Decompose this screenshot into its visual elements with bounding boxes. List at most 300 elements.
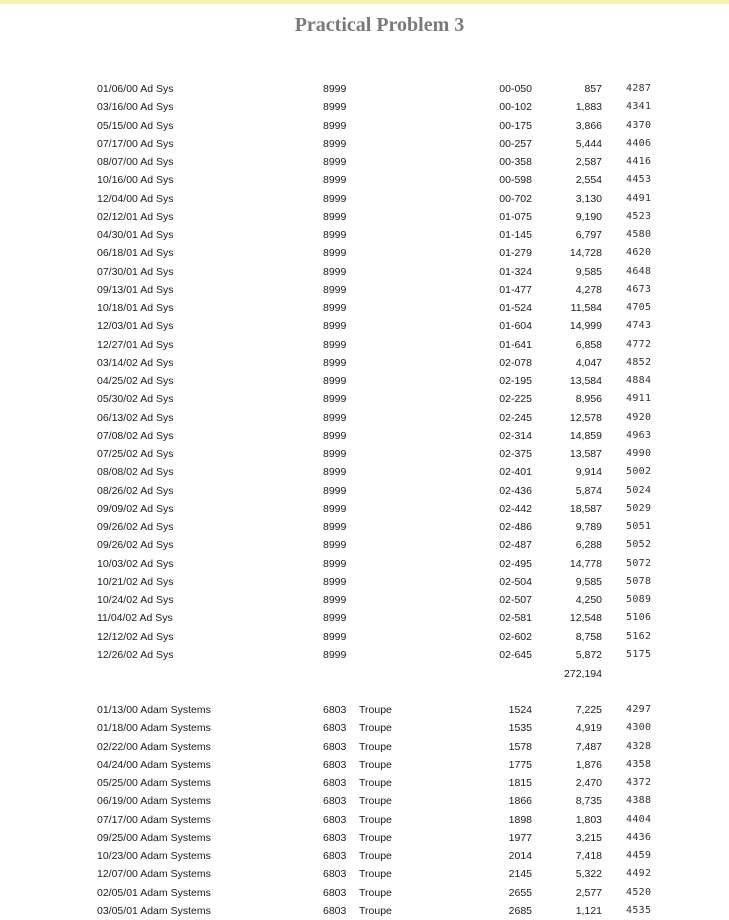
row-reference: 02-195 [499, 375, 532, 387]
row-check-number: 4300 [626, 722, 652, 734]
row-date-name [97, 390, 173, 408]
row-account: 8999 [323, 192, 347, 205]
row-check-number: 4297 [626, 704, 652, 715]
row-reference: 02-314 [499, 429, 532, 442]
row-account: 8999 [323, 648, 347, 661]
row-check-number: 4990 [626, 448, 652, 459]
row-date: 10/21/02 [97, 575, 138, 588]
row-vendor-name: Adam Systems [140, 850, 211, 862]
row-amount: 5,874 [575, 484, 602, 497]
ledger-row [0, 135, 729, 153]
row-account: 6803 [323, 886, 347, 899]
row-reference: 00-175 [499, 119, 532, 132]
row-rep: Troupe [359, 758, 392, 771]
row-amount: 4,250 [575, 594, 602, 606]
row-check-number: 4436 [626, 831, 652, 843]
ledger-row [0, 811, 729, 829]
row-date-name [97, 609, 173, 627]
row-account: 8999 [323, 575, 347, 588]
row-amount: 6,288 [575, 539, 602, 552]
row-date: 03/16/00 [97, 101, 138, 114]
row-date: 09/25/00 [97, 831, 138, 844]
ledger-row [0, 463, 729, 481]
row-reference: 2014 [508, 850, 532, 862]
row-amount: 1,121 [575, 904, 602, 917]
row-account: 8999 [323, 411, 347, 424]
row-vendor-name: Adam Systems [140, 813, 211, 826]
row-reference: 00-050 [499, 83, 532, 95]
row-check-number: 4491 [626, 192, 652, 204]
ledger-row [0, 372, 729, 390]
row-account: 8999 [323, 448, 347, 460]
row-account: 8999 [323, 101, 347, 114]
row-date: 10/03/02 [97, 557, 138, 570]
ledger-row [0, 190, 729, 208]
row-date: 10/16/00 [97, 174, 138, 187]
row-account: 8999 [323, 375, 347, 387]
row-date-name [97, 98, 173, 116]
row-vendor-name: Ad Sys [140, 265, 174, 278]
row-check-number: 4705 [626, 302, 652, 313]
ledger-row [0, 518, 729, 536]
row-date-name [97, 829, 211, 847]
row-vendor-name: Ad Sys [140, 648, 174, 661]
row-date-name [97, 445, 173, 463]
row-reference: 1898 [508, 813, 532, 826]
row-vendor-name: Adam Systems [140, 868, 211, 881]
row-vendor-name: Ad Sys [140, 174, 174, 187]
row-account: 8999 [323, 338, 347, 351]
row-date-name [97, 372, 173, 390]
row-reference: 00-358 [499, 156, 532, 168]
row-vendor-name: Adam Systems [140, 722, 211, 735]
row-reference: 01-604 [499, 320, 532, 333]
row-reference: 01-524 [499, 302, 532, 314]
row-check-number: 5078 [626, 575, 652, 587]
row-date-name [97, 902, 211, 920]
row-date: 08/26/02 [97, 484, 138, 497]
row-vendor-name: Adam Systems [140, 704, 211, 716]
row-amount: 2,577 [575, 886, 602, 899]
row-date: 07/08/02 [97, 429, 138, 442]
row-account: 8999 [323, 247, 347, 260]
ledger-row [0, 500, 729, 518]
row-vendor-name: Ad Sys [140, 539, 174, 552]
ledger-row [0, 117, 729, 135]
ledger-row [0, 336, 729, 354]
row-date: 06/13/02 [97, 411, 138, 424]
row-date: 11/04/02 [97, 612, 138, 625]
row-date: 07/17/00 [97, 813, 138, 826]
row-vendor-name: Ad Sys [140, 83, 174, 95]
row-account: 6803 [323, 813, 347, 826]
ledger-row [0, 774, 729, 792]
row-vendor-name: Ad Sys [140, 484, 174, 497]
row-date: 12/26/02 [97, 648, 138, 661]
row-account: 8999 [323, 484, 347, 497]
ledger-row [0, 719, 729, 737]
row-reference: 02-495 [499, 557, 532, 570]
row-rep: Troupe [359, 831, 392, 844]
ledger-row [0, 226, 729, 244]
row-date-name [97, 811, 211, 829]
row-vendor-name: Ad Sys [140, 448, 174, 460]
row-reference: 02-436 [499, 484, 532, 497]
row-reference: 01-075 [499, 210, 532, 223]
row-vendor-name: Ad Sys [140, 210, 174, 223]
row-account: 6803 [323, 740, 347, 753]
ledger-row [0, 573, 729, 591]
row-vendor-name: Ad Sys [140, 575, 174, 588]
row-date: 05/25/00 [97, 777, 138, 789]
row-date: 12/07/00 [97, 868, 138, 881]
row-reference: 02-401 [499, 466, 532, 479]
ledger-row [0, 390, 729, 408]
row-check-number: 4341 [626, 101, 652, 113]
row-check-number: 4416 [626, 156, 652, 167]
row-date: 09/13/01 [97, 283, 138, 296]
row-amount: 14,728 [569, 247, 602, 260]
row-account: 8999 [323, 265, 347, 278]
row-date: 05/30/02 [97, 393, 138, 406]
row-rep: Troupe [359, 740, 392, 753]
row-amount: 7,418 [575, 850, 602, 862]
row-vendor-name: Adam Systems [140, 758, 211, 771]
row-amount: 6,797 [575, 229, 602, 241]
row-account: 8999 [323, 320, 347, 333]
row-date-name [97, 336, 173, 354]
row-amount: 12,578 [569, 411, 602, 424]
row-check-number: 4648 [626, 265, 652, 277]
row-account: 8999 [323, 521, 347, 533]
row-date: 07/17/00 [97, 137, 138, 150]
row-amount: 2,587 [575, 156, 602, 168]
row-check-number: 4492 [626, 868, 652, 880]
row-account: 6803 [323, 777, 347, 789]
row-amount: 5,322 [575, 868, 602, 881]
row-date-name [97, 463, 173, 481]
row-date: 10/18/01 [97, 302, 138, 314]
ledger-row [0, 263, 729, 281]
row-reference: 02-225 [499, 393, 532, 406]
row-account: 8999 [323, 283, 347, 296]
row-date-name [97, 792, 211, 810]
row-check-number: 4884 [626, 375, 652, 386]
row-reference: 01-324 [499, 265, 532, 278]
row-reference: 1977 [508, 831, 532, 844]
page-title: Practical Problem 3 [294, 14, 465, 36]
row-account: 8999 [323, 174, 347, 187]
row-date: 03/05/01 [97, 904, 138, 917]
ledger-row [0, 829, 729, 847]
row-date: 07/30/01 [97, 265, 138, 278]
row-account: 6803 [323, 904, 347, 917]
ledger-row [0, 738, 729, 756]
row-reference: 00-257 [499, 137, 532, 150]
ledger-row [0, 792, 729, 810]
row-vendor-name: Ad Sys [140, 338, 174, 351]
ledger-row [0, 591, 729, 609]
row-vendor-name: Ad Sys [140, 101, 174, 114]
row-check-number: 4920 [626, 411, 652, 423]
row-date-name [97, 865, 211, 883]
row-date-name [97, 884, 211, 902]
row-date-name [97, 628, 173, 646]
row-date: 05/15/00 [97, 119, 138, 132]
row-date: 09/09/02 [97, 502, 138, 515]
row-amount: 6,858 [575, 338, 602, 351]
row-date-name [97, 153, 173, 171]
row-date: 02/05/01 [97, 886, 138, 899]
row-amount: 13,584 [569, 375, 602, 387]
row-amount: 12,548 [569, 612, 602, 625]
row-vendor-name: Adam Systems [140, 795, 211, 808]
row-account: 8999 [323, 83, 347, 95]
row-check-number: 4535 [626, 904, 652, 916]
row-date: 08/08/02 [97, 466, 138, 479]
row-account: 8999 [323, 119, 347, 132]
row-account: 8999 [323, 156, 347, 168]
row-account: 8999 [323, 210, 347, 223]
row-vendor-name: Ad Sys [140, 375, 174, 387]
row-vendor-name: Ad Sys [140, 466, 174, 479]
row-rep: Troupe [359, 868, 392, 881]
row-vendor-name: Ad Sys [140, 192, 174, 205]
ledger-row [0, 865, 729, 883]
row-amount: 9,914 [575, 466, 602, 479]
row-amount: 2,470 [575, 777, 602, 789]
row-vendor-name: Ad Sys [140, 247, 174, 260]
row-account: 8999 [323, 429, 347, 442]
row-reference: 00-102 [499, 101, 532, 114]
row-vendor-name: Ad Sys [140, 594, 174, 606]
row-date: 02/12/01 [97, 210, 138, 223]
row-vendor-name: Ad Sys [140, 320, 174, 333]
row-account: 6803 [323, 704, 347, 716]
row-vendor-name: Ad Sys [140, 137, 174, 150]
row-amount: 5,444 [575, 137, 602, 150]
row-check-number: 4772 [626, 338, 652, 350]
row-date-name [97, 500, 173, 518]
row-date-name [97, 190, 173, 208]
ledger-row [0, 244, 729, 262]
row-date-name [97, 573, 173, 591]
row-date: 06/19/00 [97, 795, 138, 808]
row-amount: 3,130 [575, 192, 602, 205]
row-date-name [97, 482, 173, 500]
row-amount: 9,585 [575, 265, 602, 278]
row-check-number: 4358 [626, 758, 652, 770]
row-check-number: 5051 [626, 521, 652, 532]
row-date-name [97, 738, 211, 756]
row-date: 01/13/00 [97, 704, 138, 716]
ledger-row [0, 701, 729, 719]
row-date: 10/23/00 [97, 850, 138, 862]
row-check-number: 5002 [626, 466, 652, 478]
row-amount: 3,215 [575, 831, 602, 844]
row-check-number: 4743 [626, 320, 652, 332]
row-amount: 14,999 [569, 320, 602, 333]
row-vendor-name: Ad Sys [140, 411, 174, 424]
row-vendor-name: Ad Sys [140, 356, 174, 369]
row-amount: 14,859 [569, 429, 602, 442]
row-check-number: 4372 [626, 777, 652, 788]
row-account: 8999 [323, 539, 347, 552]
row-amount: 1,883 [575, 101, 602, 114]
row-date-name [97, 536, 173, 554]
row-check-number: 5089 [626, 594, 652, 605]
row-date: 07/25/02 [97, 448, 138, 460]
row-amount: 4,919 [575, 722, 602, 735]
ledger-row [0, 482, 729, 500]
ledger-row [0, 354, 729, 372]
row-rep: Troupe [359, 850, 392, 862]
row-vendor-name: Ad Sys [140, 630, 174, 643]
row-rep: Troupe [359, 886, 392, 899]
row-date-name [97, 427, 173, 445]
row-account: 8999 [323, 502, 347, 515]
row-reference: 02-487 [499, 539, 532, 552]
row-amount: 8,956 [575, 393, 602, 406]
row-amount: 857 [584, 83, 602, 95]
row-date-name [97, 409, 173, 427]
row-reference: 01-477 [499, 283, 532, 296]
row-reference: 00-598 [499, 174, 532, 187]
row-check-number: 4523 [626, 210, 652, 222]
row-amount: 18,587 [569, 502, 602, 515]
row-rep: Troupe [359, 813, 392, 826]
ledger-row [0, 884, 729, 902]
row-date: 09/26/02 [97, 539, 138, 552]
row-account: 8999 [323, 302, 347, 314]
row-vendor-name: Ad Sys [140, 502, 174, 515]
row-date-name [97, 171, 173, 189]
row-account: 8999 [323, 557, 347, 570]
row-account: 6803 [323, 850, 347, 862]
row-date-name [97, 299, 173, 317]
row-amount: 1,876 [575, 758, 602, 771]
row-account: 6803 [323, 758, 347, 771]
row-reference: 2655 [508, 886, 532, 899]
row-reference: 02-581 [499, 612, 532, 625]
ledger-row [0, 646, 729, 664]
ledger-row [0, 281, 729, 299]
row-amount: 9,585 [575, 575, 602, 588]
ledger-row [0, 171, 729, 189]
row-date-name [97, 244, 173, 262]
row-vendor-name: Ad Sys [140, 393, 174, 406]
row-vendor-name: Ad Sys [140, 302, 174, 314]
row-vendor-name: Ad Sys [140, 521, 174, 533]
row-reference: 02-486 [499, 521, 532, 533]
row-reference: 1866 [508, 795, 532, 808]
row-reference: 2145 [508, 868, 532, 881]
row-reference: 02-504 [499, 575, 532, 588]
row-date-name [97, 646, 173, 664]
row-amount: 5,872 [575, 648, 602, 661]
row-date: 09/26/02 [97, 521, 138, 533]
row-date-name [97, 518, 173, 536]
row-account: 6803 [323, 868, 347, 881]
ledger-row [0, 317, 729, 335]
row-date-name [97, 774, 211, 792]
row-amount: 7,487 [575, 740, 602, 753]
row-vendor-name: Ad Sys [140, 119, 174, 132]
row-date: 12/27/01 [97, 338, 138, 351]
row-check-number: 4580 [626, 229, 652, 240]
row-amount: 4,278 [575, 283, 602, 296]
row-account: 8999 [323, 356, 347, 369]
row-check-number: 5106 [626, 612, 652, 624]
row-check-number: 4459 [626, 850, 652, 861]
row-date: 12/03/01 [97, 320, 138, 333]
row-check-number: 4328 [626, 740, 652, 752]
row-date-name [97, 591, 173, 609]
row-vendor-name: Ad Sys [140, 557, 174, 570]
ledger-row [0, 153, 729, 171]
row-date-name [97, 281, 173, 299]
row-vendor-name: Adam Systems [140, 886, 211, 899]
row-date: 08/07/00 [97, 156, 138, 168]
row-date-name [97, 135, 173, 153]
ledger-row [0, 609, 729, 627]
row-date: 12/12/02 [97, 630, 138, 643]
row-amount: 1,803 [575, 813, 602, 826]
row-amount: 9,789 [575, 521, 602, 533]
row-reference: 02-375 [499, 448, 532, 460]
row-reference: 1524 [508, 704, 532, 716]
row-date-name [97, 117, 173, 135]
row-amount: 2,554 [575, 174, 602, 187]
row-amount: 8,735 [575, 795, 602, 808]
row-date: 01/06/00 [97, 83, 138, 95]
row-reference: 01-145 [499, 229, 532, 241]
ledger-row [0, 80, 729, 98]
row-reference: 1535 [508, 722, 532, 735]
section-subtotal [0, 665, 729, 683]
row-date: 01/18/00 [97, 722, 138, 735]
row-check-number: 4404 [626, 813, 652, 825]
row-reference: 1775 [508, 758, 532, 771]
row-amount: 14,778 [569, 557, 602, 570]
ledger-row [0, 555, 729, 573]
row-check-number: 5072 [626, 557, 652, 569]
row-check-number: 5029 [626, 502, 652, 514]
row-check-number: 4852 [626, 356, 652, 368]
ledger-row [0, 756, 729, 774]
row-check-number: 4673 [626, 283, 652, 295]
row-check-number: 4388 [626, 795, 652, 807]
row-amount: 11,584 [570, 302, 602, 314]
ledger-row [0, 847, 729, 865]
row-amount: 4,047 [575, 356, 602, 369]
row-date: 06/18/01 [97, 247, 138, 260]
row-date-name [97, 317, 173, 335]
row-vendor-name: Adam Systems [140, 740, 211, 753]
row-account: 8999 [323, 594, 347, 606]
row-rep: Troupe [359, 777, 392, 789]
ledger-row [0, 427, 729, 445]
row-rep: Troupe [359, 795, 392, 808]
ledger-row [0, 208, 729, 226]
row-account: 8999 [323, 630, 347, 643]
row-date-name [97, 756, 211, 774]
row-account: 6803 [323, 722, 347, 735]
row-vendor-name: Ad Sys [140, 429, 174, 442]
row-check-number: 5175 [626, 648, 652, 660]
row-date: 02/22/00 [97, 740, 138, 753]
row-reference: 02-442 [499, 502, 532, 515]
